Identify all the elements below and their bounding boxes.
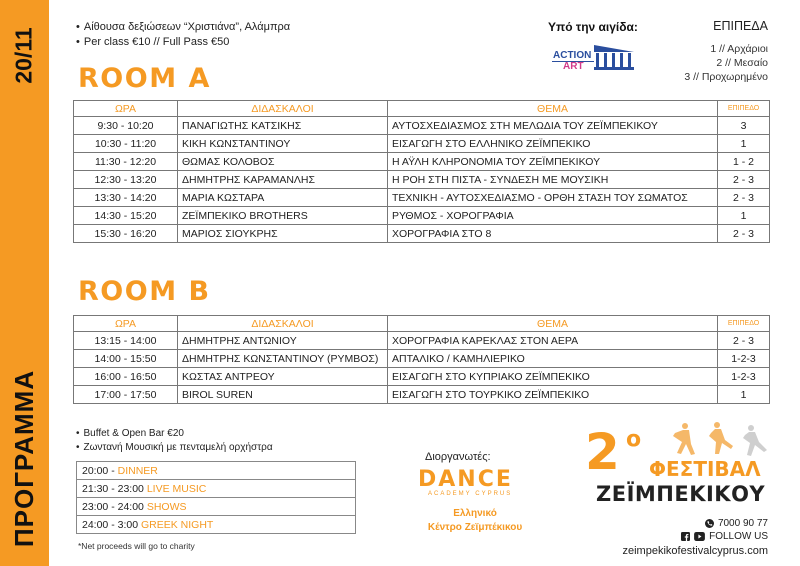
organizer-name-line1: Ελληνικό [453,508,497,519]
room-a-schedule [73,100,770,243]
table-row [74,350,770,368]
room-b-schedule [73,315,770,404]
social-contact[interactable] [681,531,768,542]
table-header-row [74,101,770,117]
evening-event: GREEK NIGHT [140,518,214,531]
evening-time: 20:00 - [82,464,118,477]
teacher-cell: ΔΗΜΗΤΡΗΣ ΚΩΝΣΤΑΝΤΙΝΟΥ (ΡΥΜΒΟΣ) [178,350,388,368]
col-header-time: ΩΡΑ [74,316,178,332]
topic-cell: ΧΟΡΟΓΡΑΦΙΑ ΣΤΟ 8 [388,225,718,243]
festival-word: ΦΕΣΤΙΒΑΛ [649,457,761,481]
venue-info: • Αίθουσα δεξιώσεων “Χριστιάνα”, Αλάμπρα [76,20,290,34]
teacher-cell: ΜΑΡΙΟΣ ΣΙΟΥΚΡΗΣ [178,225,388,243]
topic-cell: ΕΙΣΑΓΩΓΗ ΣΤΟ ΚΥΠΡΙΑΚΟ ΖΕΪΜΠΕΚΙΚΟ [388,368,718,386]
teacher-cell: ΚΙΚΗ ΚΩΝΣΤΑΝΤΙΝΟΥ [178,135,388,153]
facebook-icon[interactable] [681,532,690,541]
table-row [74,189,770,207]
col-header-teachers: ΔΙΔΑΣΚΑΛΟΙ [178,101,388,117]
col-header-topic: ΘΕΜΑ [388,316,718,332]
teacher-cell: ΜΑΡΙΑ ΚΩΣΤΑΡΑ [178,189,388,207]
buffet-info: • Buffet & Open Bar €20 [76,428,184,439]
col-header-level: ΕΠΙΠΕΔΟ [718,101,770,117]
phone-icon [705,519,714,528]
time-cell: 14:30 - 15:20 [74,207,178,225]
evening-row [77,516,356,534]
table-row [74,368,770,386]
action-art-logo [550,42,640,74]
evening-time: 23:00 - 24:00 [82,500,147,513]
level-cell: 3 [718,117,770,135]
time-cell: 12:30 - 13:20 [74,171,178,189]
level-item: 1 // Αρχάριοι [710,43,768,55]
follow-us-label: FOLLOW US [709,531,768,542]
evening-event: SHOWS [146,500,187,513]
phone-number: 7000 90 77 [717,518,768,529]
time-cell: 15:30 - 16:20 [74,225,178,243]
level-cell: 1-2-3 [718,368,770,386]
evening-event: DINNER [117,464,158,477]
col-header-teachers: ΔΙΔΑΣΚΑΛΟΙ [178,316,388,332]
topic-cell: ΡΥΘΜΟΣ - ΧΟΡΟΓΡΑΦΙΑ [388,207,718,225]
table-row [74,386,770,404]
topic-cell: Η ΡΟΗ ΣΤΗ ΠΙΣΤΑ - ΣΥΝΔΕΣΗ ΜΕ ΜΟΥΣΙΚΗ [388,171,718,189]
phone-contact [705,518,768,529]
organizer-name-line2: Κέντρο Ζεϊμπέκικου [427,522,523,533]
dancers-silhouette-icon [655,420,775,462]
level-item: 2 // Μεσαίο [716,57,768,69]
level-cell: 1 - 2 [718,153,770,171]
time-cell: 17:00 - 17:50 [74,386,178,404]
time-cell: 13:30 - 14:20 [74,189,178,207]
level-cell: 1 [718,135,770,153]
teacher-cell: ΠΑΝΑΓΙΩΤΗΣ ΚΑΤΣΙΚΗΣ [178,117,388,135]
time-cell: 16:00 - 16:50 [74,368,178,386]
table-row [74,171,770,189]
level-cell: 2 - 3 [718,332,770,350]
time-cell: 11:30 - 12:20 [74,153,178,171]
topic-cell: ΕΙΣΑΓΩΓΗ ΣΤΟ ΕΛΛΗΝΙΚΟ ΖΕΪΜΠΕΚΙΚΟ [388,135,718,153]
table-row [74,225,770,243]
col-header-time: ΩΡΑ [74,101,178,117]
level-cell: 2 - 3 [718,171,770,189]
festival-number: 2 [585,423,620,481]
table-row [74,117,770,135]
organizers-label: Διοργανωτές: [425,451,491,463]
evening-time: 24:00 - 3:00 [82,518,141,531]
price-info: • Per class €10 // Full Pass €50 [76,35,229,49]
festival-ordinal: ο [626,427,642,452]
topic-cell: ΕΙΣΑΓΩΓΗ ΣΤΟ ΤΟΥΡΚΙΚΟ ΖΕΪΜΠΕΚΙΚΟ [388,386,718,404]
time-cell: 10:30 - 11:20 [74,135,178,153]
teacher-cell: ΔΗΜΗΤΡΗΣ ΑΝΤΩΝΙΟΥ [178,332,388,350]
teacher-cell: ΘΩΜΑΣ ΚΟΛΟΒΟΣ [178,153,388,171]
room-b-title: ROOM B [78,276,211,307]
topic-cell: Η ΑΫΛΗ ΚΛΗΡΟΝΟΜΙΑ ΤΟΥ ΖΕΪΜΠΕΚΙΚΟΥ [388,153,718,171]
teacher-cell: BIROL SUREN [178,386,388,404]
program-title: ΠΡΟΓΡΑΜΜΑ [9,369,40,547]
evening-row [77,498,356,516]
time-cell: 13:15 - 14:00 [74,332,178,350]
topic-cell: ΑΠΤΑΛΙΚΟ / ΚΑΜΗΛΙΕΡΙΚΟ [388,350,718,368]
teacher-cell: ΚΩΣΤΑΣ ΑΝΤΡΕΟΥ [178,368,388,386]
charity-note: *Net proceeds will go to charity [78,541,195,551]
topic-cell: ΧΟΡΟΓΡΑΦΙΑ ΚΑΡΕΚΛΑΣ ΣΤΟΝ ΑΕΡΑ [388,332,718,350]
table-row [74,135,770,153]
dance-academy-subtitle: ACADEMY CYPRUS [428,491,513,497]
level-cell: 1 [718,386,770,404]
evening-row [77,462,356,480]
level-cell: 1-2-3 [718,350,770,368]
teacher-cell: ΖΕΪΜΠΕΚΙΚΟ BROTHERS [178,207,388,225]
table-header-row [74,316,770,332]
levels-title: ΕΠΙΠΕΔΑ [713,19,768,33]
time-cell: 9:30 - 10:20 [74,117,178,135]
event-date: 20/11 [11,26,38,84]
teacher-cell: ΔΗΜΗΤΡΗΣ ΚΑΡΑΜΑΝΛΗΣ [178,171,388,189]
table-row [74,207,770,225]
sponsor-label: Υπό την αιγίδα: [548,20,638,34]
level-item: 3 // Προχωρημένο [684,71,768,83]
table-row [74,332,770,350]
sponsor-logo-line2: ART [563,61,584,72]
time-cell: 14:00 - 15:50 [74,350,178,368]
festival-name: ΖΕΪΜΠΕΚΙΚΟΥ [596,482,766,506]
evening-row [77,480,356,498]
level-cell: 2 - 3 [718,225,770,243]
table-row [74,153,770,171]
topic-cell: ΤΕΧΝΙΚΗ - ΑΥΤΟΣΧΕΔΙΑΣΜΟ - ΟΡΘΗ ΣΤΑΣΗ ΤΟΥ ΣΩΜΑΤΟΣ [388,189,718,207]
music-info: • Ζωντανή Μουσική με πενταμελή ορχήστρα [76,442,273,453]
website-link[interactable]: zeimpekikofestivalcyprus.com [622,545,768,557]
col-header-topic: ΘΕΜΑ [388,101,718,117]
evening-time: 21:30 - 23:00 [82,482,147,495]
evening-event: LIVE MUSIC [146,482,207,495]
level-cell: 1 [718,207,770,225]
dance-academy-logo: DANCE [418,467,513,492]
sponsor-logo-line1: ACTION [553,50,592,61]
col-header-level: ΕΠΙΠΕΔΟ [718,316,770,332]
room-a-title: ROOM A [78,63,211,94]
evening-program [76,461,356,534]
topic-cell: ΑΥΤΟΣΧΕΔΙΑΣΜΟΣ ΣΤΗ ΜΕΛΩΔΙΑ ΤΟΥ ΖΕΪΜΠΕΚΙΚΟΥ [388,117,718,135]
youtube-icon[interactable] [694,532,705,541]
level-cell: 2 - 3 [718,189,770,207]
